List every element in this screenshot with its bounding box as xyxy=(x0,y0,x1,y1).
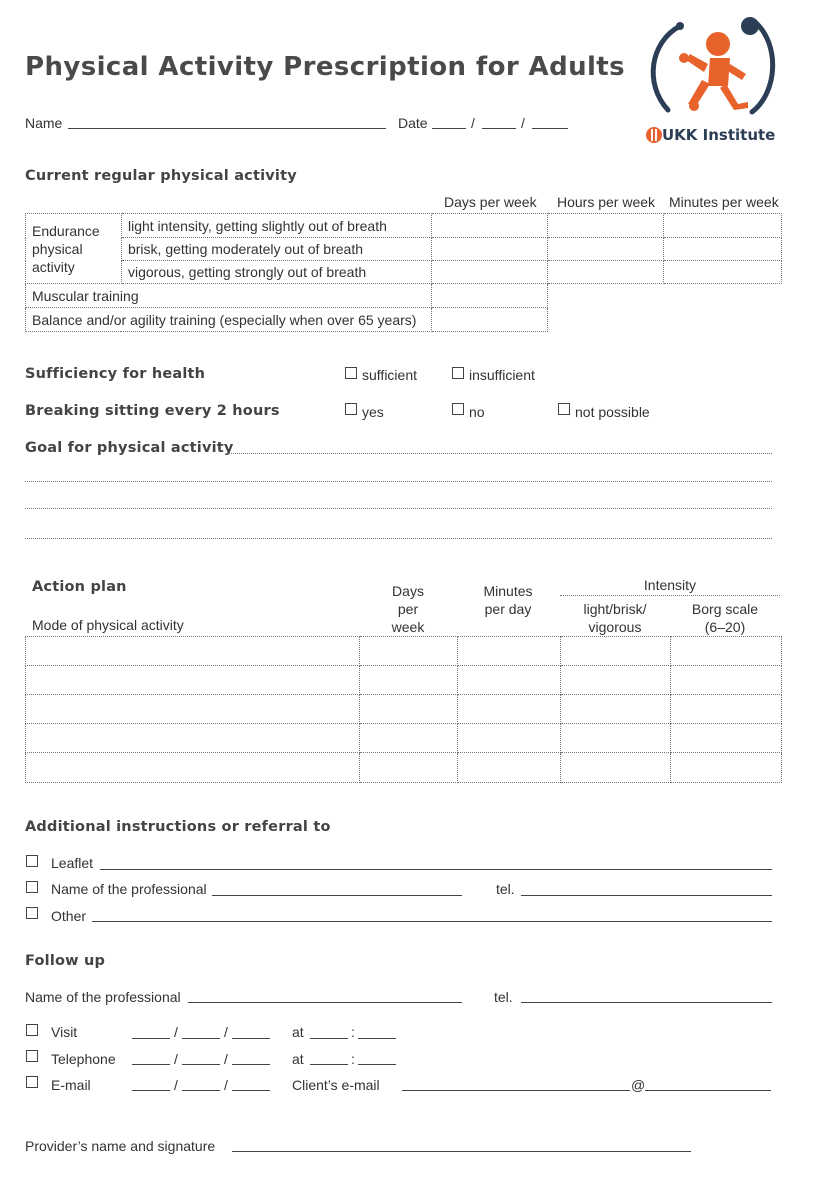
table-row xyxy=(26,695,782,724)
col-days-per-week: Days per week xyxy=(444,194,537,210)
minutes-input-cell[interactable] xyxy=(664,238,782,261)
lbv-cell[interactable] xyxy=(560,753,670,783)
goal-label: Goal for physical activity xyxy=(25,440,234,456)
leaflet-label: Leaflet xyxy=(51,855,94,871)
col-hours-per-week: Hours per week xyxy=(557,194,656,210)
other-checkbox[interactable] xyxy=(26,907,38,919)
endurance-brisk: brisk, getting moderately out of breath xyxy=(121,238,431,261)
visit-month-field[interactable] xyxy=(182,1038,220,1039)
days-cell[interactable] xyxy=(360,666,457,695)
endurance-label-cell xyxy=(26,214,122,284)
balance-training: Balance and/or agility training (especially when over 65 years) xyxy=(26,308,432,332)
at-sign: @ xyxy=(631,1077,646,1093)
lbv-cell[interactable] xyxy=(560,724,670,753)
goal-line[interactable] xyxy=(25,508,772,509)
telephone-checkbox[interactable] xyxy=(26,1050,38,1062)
date-label: Date xyxy=(398,115,428,131)
followup-professional-label: Name of the professional xyxy=(25,989,181,1005)
followup-professional-field[interactable] xyxy=(188,1002,462,1003)
no-checkbox[interactable] xyxy=(452,403,464,415)
telephone-hour-field[interactable] xyxy=(310,1064,348,1065)
table-row xyxy=(26,666,782,695)
days-cell[interactable] xyxy=(360,753,457,783)
hours-input-cell[interactable] xyxy=(547,238,664,261)
yes-checkbox[interactable] xyxy=(345,403,357,415)
sufficiency-label: Sufficiency for health xyxy=(25,366,206,382)
days-input-cell[interactable] xyxy=(431,284,547,308)
mode-cell[interactable] xyxy=(26,695,360,724)
endurance-label: Endurance physical activity xyxy=(32,222,100,275)
telephone-minute-field[interactable] xyxy=(358,1064,396,1065)
days-per-week-label: Days per week xyxy=(391,583,425,635)
follow-up-heading: Follow up xyxy=(25,953,106,969)
provider-label: Provider’s name and signature xyxy=(25,1138,216,1154)
additional-heading: Additional instructions or referral to xyxy=(25,819,331,835)
sufficient-checkbox[interactable] xyxy=(345,367,357,379)
date-separator: / xyxy=(224,1051,228,1067)
mode-cell[interactable] xyxy=(26,666,360,695)
action-plan-table xyxy=(25,636,782,783)
date-day-field[interactable] xyxy=(432,128,466,129)
professional-checkbox[interactable] xyxy=(26,881,38,893)
goal-line[interactable] xyxy=(25,538,772,539)
telephone-label: Telephone xyxy=(51,1051,116,1067)
intensity-label: Intensity xyxy=(643,577,697,593)
email-year-field[interactable] xyxy=(232,1090,270,1091)
table-row xyxy=(26,261,782,284)
tel-label: tel. xyxy=(496,881,515,897)
minutes-cell[interactable] xyxy=(457,637,560,666)
yes-label: yes xyxy=(362,404,384,420)
mode-cell[interactable] xyxy=(26,637,360,666)
followup-tel-field[interactable] xyxy=(521,1002,772,1003)
minutes-cell[interactable] xyxy=(457,753,560,783)
table-row xyxy=(26,724,782,753)
telephone-year-field[interactable] xyxy=(232,1064,270,1065)
visit-label: Visit xyxy=(51,1024,78,1040)
date-year-field[interactable] xyxy=(532,128,568,129)
visit-day-field[interactable] xyxy=(132,1038,170,1039)
days-input-cell[interactable] xyxy=(431,238,547,261)
client-email-user-field[interactable] xyxy=(402,1090,630,1091)
col-minutes-per-week: Minutes per week xyxy=(669,194,779,210)
endurance-light: light intensity, getting slightly out of breath xyxy=(121,214,431,238)
visit-minute-field[interactable] xyxy=(358,1038,396,1039)
lbv-label: light/brisk/ vigorous xyxy=(583,601,647,635)
insufficient-checkbox[interactable] xyxy=(452,367,464,379)
time-separator: : xyxy=(351,1024,355,1040)
lbv-cell[interactable] xyxy=(560,695,670,724)
muscular-training: Muscular training xyxy=(26,284,432,308)
other-label: Other xyxy=(51,908,87,924)
hours-input-cell[interactable] xyxy=(547,261,664,284)
intensity-divider xyxy=(560,595,780,596)
logo-text: UKK Institute xyxy=(662,126,776,144)
tel-field[interactable] xyxy=(521,895,772,896)
days-cell[interactable] xyxy=(360,695,457,724)
minutes-input-cell[interactable] xyxy=(664,261,782,284)
sufficient-label: sufficient xyxy=(362,367,417,383)
minutes-input-cell[interactable] xyxy=(664,214,782,238)
email-checkbox[interactable] xyxy=(26,1076,38,1088)
telephone-at-label: at xyxy=(292,1051,304,1067)
table-row xyxy=(26,214,782,238)
mode-cell[interactable] xyxy=(26,724,360,753)
date-separator: / xyxy=(224,1024,228,1040)
date-separator: / xyxy=(174,1077,178,1093)
endurance-vigorous: vigorous, getting strongly out of breath xyxy=(121,261,431,284)
breaking-sitting-label: Breaking sitting every 2 hours xyxy=(25,403,280,419)
no-label: no xyxy=(469,404,485,420)
lbv-cell[interactable] xyxy=(560,637,670,666)
visit-hour-field[interactable] xyxy=(310,1038,348,1039)
visit-year-field[interactable] xyxy=(232,1038,270,1039)
date-separator: / xyxy=(521,115,525,131)
time-separator: : xyxy=(351,1051,355,1067)
other-field[interactable] xyxy=(92,921,772,922)
email-label: E-mail xyxy=(51,1077,91,1093)
current-activity-table xyxy=(25,213,782,332)
date-separator: / xyxy=(224,1077,228,1093)
professional-field[interactable] xyxy=(212,895,462,896)
borg-cell[interactable] xyxy=(670,666,781,695)
date-month-field[interactable] xyxy=(482,128,516,129)
days-input-cell[interactable] xyxy=(431,308,547,332)
telephone-day-field[interactable] xyxy=(132,1064,170,1065)
email-day-field[interactable] xyxy=(132,1090,170,1091)
borg-cell[interactable] xyxy=(670,724,781,753)
telephone-month-field[interactable] xyxy=(182,1064,220,1065)
followup-tel-label: tel. xyxy=(494,989,513,1005)
visit-at-label: at xyxy=(292,1024,304,1040)
goal-line[interactable] xyxy=(226,453,772,454)
mode-cell[interactable] xyxy=(26,753,360,783)
table-row xyxy=(26,753,782,783)
insufficient-label: insufficient xyxy=(469,367,535,383)
days-input-cell[interactable] xyxy=(431,261,547,284)
provider-signature-field[interactable] xyxy=(232,1151,691,1152)
professional-label: Name of the professional xyxy=(51,881,207,897)
name-field[interactable] xyxy=(68,128,386,129)
page-title: Physical Activity Prescription for Adults xyxy=(25,52,626,82)
table-row xyxy=(26,238,782,261)
table-row xyxy=(26,284,782,308)
borg-cell[interactable] xyxy=(670,695,781,724)
leaflet-field[interactable] xyxy=(100,869,772,870)
hours-input-cell[interactable] xyxy=(547,214,664,238)
goal-line[interactable] xyxy=(25,481,772,482)
action-plan-heading: Action plan xyxy=(32,579,127,595)
mode-label: Mode of physical activity xyxy=(32,617,184,633)
date-separator: / xyxy=(174,1051,178,1067)
table-row xyxy=(26,637,782,666)
date-separator: / xyxy=(174,1024,178,1040)
minutes-cell[interactable] xyxy=(457,724,560,753)
borg-label: Borg scale (6–20) xyxy=(691,601,759,635)
visit-checkbox[interactable] xyxy=(26,1024,38,1036)
borg-cell[interactable] xyxy=(670,637,781,666)
current-activity-heading: Current regular physical activity xyxy=(25,168,297,184)
client-email-domain-field[interactable] xyxy=(645,1090,771,1091)
client-email-label: Client’s e-mail xyxy=(292,1077,380,1093)
minutes-cell[interactable] xyxy=(457,695,560,724)
borg-cell[interactable] xyxy=(670,753,781,783)
days-cell[interactable] xyxy=(360,637,457,666)
days-input-cell[interactable] xyxy=(431,214,547,238)
minutes-cell[interactable] xyxy=(457,666,560,695)
days-cell[interactable] xyxy=(360,724,457,753)
date-separator: / xyxy=(471,115,475,131)
not-possible-checkbox[interactable] xyxy=(558,403,570,415)
email-month-field[interactable] xyxy=(182,1090,220,1091)
not-possible-label: not possible xyxy=(575,404,650,420)
lbv-cell[interactable] xyxy=(560,666,670,695)
table-row xyxy=(26,308,782,332)
leaflet-checkbox[interactable] xyxy=(26,855,38,867)
name-label: Name xyxy=(25,115,63,131)
minutes-per-day-label: Minutes per day xyxy=(483,583,533,617)
